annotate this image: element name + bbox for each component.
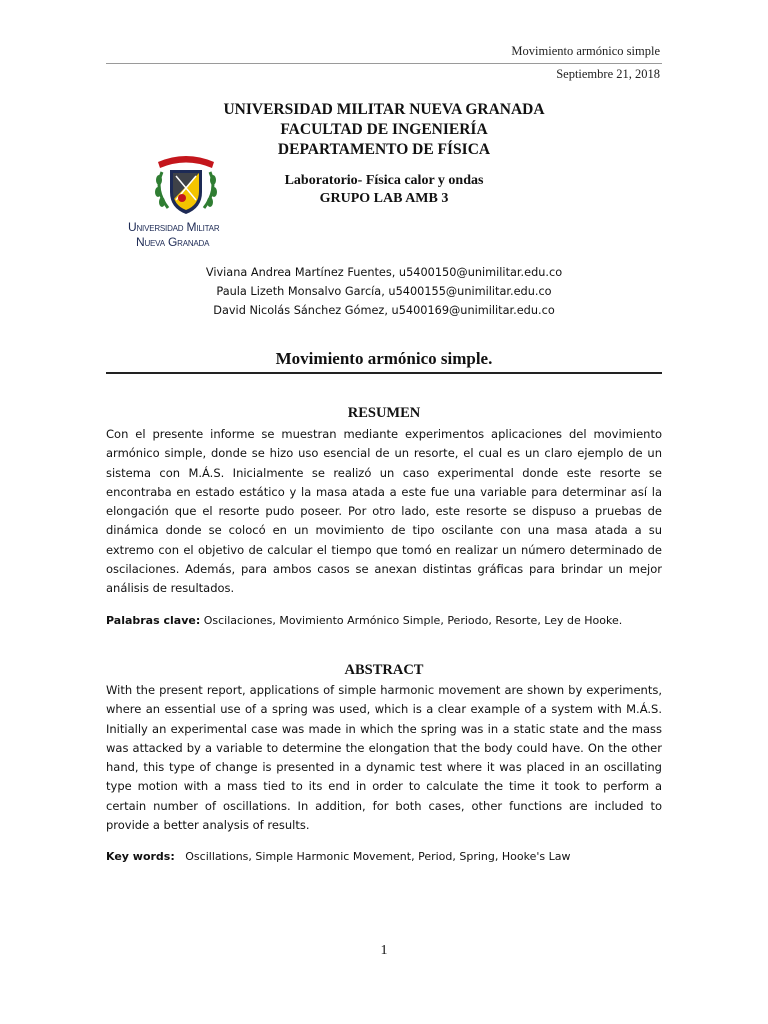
abstract-keywords-value: Oscillations, Simple Harmonic Movement, Period, Spring, Hooke's Law (185, 850, 571, 863)
abstract-keywords-label: Key words: (106, 850, 175, 863)
running-title: Movimiento armónico simple (511, 44, 660, 58)
logo-wordmark (128, 220, 254, 250)
logo-line-1: Universidad Militar (128, 220, 220, 234)
author-1: Viviana Andrea Martínez Fuentes, u5400150@unimilitar.edu.co (205, 266, 563, 279)
author-3: David Nicolás Sánchez Gómez, u5400169@unimilitar.edu.co (213, 304, 555, 317)
university-name: UNIVERSIDAD MILITAR NUEVA GRANADA (223, 101, 545, 118)
logo-line-2: Nueva Granada (136, 235, 210, 249)
university-logo (120, 150, 250, 255)
abstract-text: With the present report, applications of simple harmonic movement are shown by experiments, where an essential use of a spring was used, which is a clear example of a system with M.Á.S. Initially an experimental case was made in which the spring was in a static state and the mass was attacked by a variable to determine the elongation that the body could have. On the other hand, this type of change is presented in a dynamic test where it was placed in an oscillating type motion with a mass tied to its end in order to calculate the time it took to perform a certain number of oscillations. In addition, for both cases, other functions are included to provide a better analysis of results. (106, 683, 662, 833)
abstract-heading: ABSTRACT (344, 662, 424, 678)
institution-block (0, 100, 768, 160)
university-crest-icon (146, 150, 226, 220)
lab-group: GRUPO LAB AMB 3 (319, 191, 449, 206)
resumen-keywords (106, 614, 666, 627)
resumen-text: Con el presente informe se muestran mediante experimentos aplicaciones del movimiento armónico simple, donde se hizo uso esencial de un resorte, el cual es un claro ejemplo de un sistema con M.Á.S. Inicialmente se realizó un caso experimental donde este resorte se encontraba en estado estático y la masa atada a este fue una variable para determinar así la elongación que el resorte pudo poseer. Por otro lado, este resorte se dispuso a pruebas de dinámica donde se colocó en un movimiento de tipo oscilante con una masa atada a su extremo con el objetivo de calcular el tiempo que tomó en realizar un número determinado de oscilaciones. Además, para ambos casos se anexan distintas gráficas para brindar un mejor análisis de resultados. (106, 427, 662, 596)
abstract-keywords (106, 850, 666, 863)
author-list (0, 263, 768, 320)
department-name: DEPARTAMENTO DE FÍSICA (277, 141, 491, 158)
resumen-keywords-value: Oscilaciones, Movimiento Armónico Simple, Periodo, Resorte, Ley de Hooke. (203, 614, 623, 627)
title-rule (106, 372, 662, 374)
resumen-keywords-label: Palabras clave: (106, 614, 201, 627)
header-rule (106, 63, 662, 64)
lab-name: Laboratorio- Física calor y ondas (284, 173, 484, 188)
lab-block (0, 172, 768, 208)
resumen-heading: RESUMEN (347, 405, 421, 421)
page-number: 1 (380, 943, 388, 958)
paper-title: Movimiento armónico simple. (275, 349, 493, 368)
header-date: Septiembre 21, 2018 (556, 67, 660, 81)
author-2: Paula Lizeth Monsalvo García, u5400155@unimilitar.edu.co (216, 285, 552, 298)
faculty-name: FACULTAD DE INGENIERÍA (280, 121, 488, 138)
